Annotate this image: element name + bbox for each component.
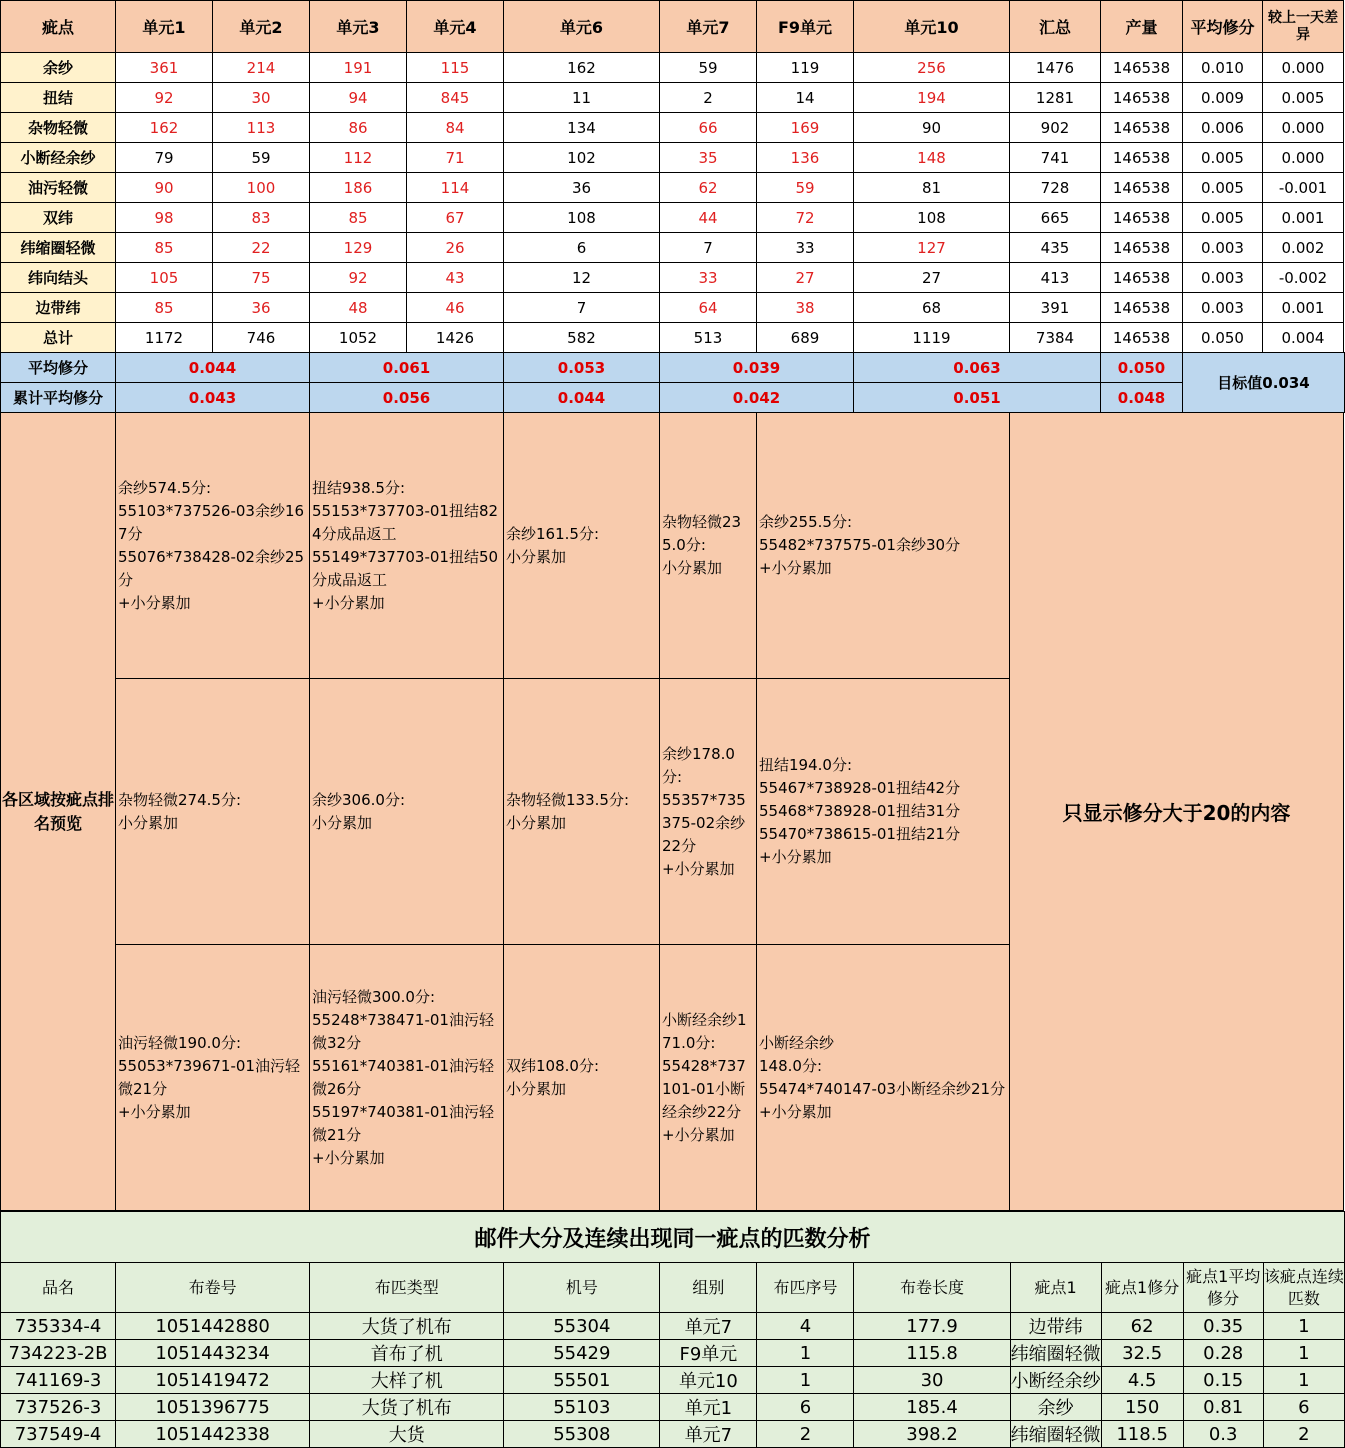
avg-cell[interactable]: 0.005 [1183, 203, 1263, 233]
ranking-cell[interactable]: 油污轻微300.0分: 55248*738471-01油污轻微32分 55161*740381-01油污轻微26分 55197*740381-01油污轻微21分 +小分累加 [310, 945, 504, 1211]
header-unit[interactable]: F9单元 [757, 1, 854, 53]
value-cell[interactable]: 62 [660, 173, 757, 203]
value-cell[interactable]: 1119 [854, 323, 1010, 353]
value-cell[interactable]: 30 [213, 83, 310, 113]
value-cell[interactable]: 94 [310, 83, 407, 113]
value-cell[interactable]: 746 [213, 323, 310, 353]
value-cell[interactable]: 1052 [310, 323, 407, 353]
value-cell[interactable]: 36 [213, 293, 310, 323]
row-label[interactable]: 余纱 [1, 53, 116, 83]
diff-cell[interactable]: 0.000 [1263, 53, 1344, 83]
header-unit[interactable]: 单元6 [504, 1, 660, 53]
mail-row [1, 1340, 1345, 1367]
value-cell[interactable]: 7 [504, 293, 660, 323]
mail-cell[interactable]: 大货了机布 [310, 1394, 504, 1421]
defect-row [1, 263, 1345, 293]
value-cell[interactable]: 85 [116, 233, 213, 263]
mail-cell[interactable]: 大货 [310, 1421, 504, 1448]
value-cell[interactable]: 38 [757, 293, 854, 323]
header-unit[interactable]: 单元3 [310, 1, 407, 53]
value-cell[interactable]: 186 [310, 173, 407, 203]
mail-cell[interactable]: 1051442880 [116, 1313, 310, 1340]
value-cell[interactable]: 191 [310, 53, 407, 83]
mail-cell[interactable]: 4 [757, 1313, 854, 1340]
defect-row [1, 143, 1345, 173]
value-cell[interactable]: 85 [116, 293, 213, 323]
avg-cell[interactable]: 0.005 [1183, 173, 1263, 203]
diff-cell[interactable]: 0.001 [1263, 203, 1344, 233]
mail-cell[interactable]: 2 [757, 1421, 854, 1448]
target-value[interactable]: 目标值0.034 [1183, 353, 1345, 413]
header-defect[interactable]: 疵点 [1, 1, 116, 53]
avg-cell[interactable]: 0.010 [1183, 53, 1263, 83]
mail-cell[interactable]: 0.81 [1183, 1394, 1263, 1421]
mail-cell[interactable]: 55103 [504, 1394, 660, 1421]
mail-cell[interactable]: 单元1 [660, 1394, 757, 1421]
ranking-cell[interactable]: 余纱574.5分: 55103*737526-03余纱167分 55076*738428-02余纱25分 +小分累加 [116, 413, 310, 679]
value-cell[interactable]: 64 [660, 293, 757, 323]
diff-cell[interactable]: 0.005 [1263, 83, 1344, 113]
output-cell[interactable]: 146538 [1101, 113, 1183, 143]
ranking-cell[interactable]: 余纱255.5分: 55482*737575-01余纱30分 +小分累加 [757, 413, 1010, 679]
mail-cell[interactable]: 纬缩圈轻微 [1010, 1340, 1101, 1367]
avg-cell[interactable]: 0.050 [1183, 323, 1263, 353]
mail-cell[interactable]: 0.35 [1183, 1313, 1263, 1340]
value-cell[interactable]: 36 [504, 173, 660, 203]
defect-row [1, 203, 1345, 233]
avg-cell[interactable]: 0.003 [1183, 263, 1263, 293]
mail-cell[interactable]: 1 [1263, 1313, 1344, 1340]
mail-cell[interactable]: 单元10 [660, 1367, 757, 1394]
value-cell[interactable]: 46 [407, 293, 504, 323]
mail-cell[interactable]: 1 [1263, 1367, 1344, 1394]
mail-row [1, 1313, 1345, 1340]
mail-cell[interactable]: 1051443234 [116, 1340, 310, 1367]
mail-cell[interactable]: 单元7 [660, 1421, 757, 1448]
value-cell[interactable]: 85 [310, 203, 407, 233]
mail-row [1, 1421, 1345, 1448]
mail-title: 邮件大分及连续出现同一疵点的匹数分析 [1, 1212, 1345, 1263]
header-unit[interactable]: 单元1 [116, 1, 213, 53]
mail-cell[interactable]: 55429 [504, 1340, 660, 1367]
mail-title-row [1, 1212, 1345, 1263]
ranking-cell[interactable]: 扭结938.5分: 55153*737703-01扭结824分成品返工 55149*737703-01扭结50分成品返工 +小分累加 [310, 413, 504, 679]
output-cell[interactable]: 146538 [1101, 203, 1183, 233]
value-cell[interactable]: 102 [504, 143, 660, 173]
ranking-cell[interactable]: 扭结194.0分: 55467*738928-01扭结42分 55468*738928-01扭结31分 55470*738615-01扭结21分 +小分累加 [757, 679, 1010, 945]
ranking-cell[interactable]: 余纱161.5分: 小分累加 [504, 413, 660, 679]
mail-header-cell[interactable]: 该疵点连续匹数 [1263, 1263, 1344, 1313]
diff-cell[interactable]: 0.001 [1263, 293, 1344, 323]
diff-cell[interactable]: 0.000 [1263, 113, 1344, 143]
mail-cell[interactable]: 首布了机 [310, 1340, 504, 1367]
value-cell[interactable]: 27 [854, 263, 1010, 293]
value-cell[interactable]: 214 [213, 53, 310, 83]
mail-header-cell[interactable]: 疵点1修分 [1101, 1263, 1183, 1313]
value-cell[interactable]: 361 [116, 53, 213, 83]
value-cell[interactable]: 6 [504, 233, 660, 263]
value-cell[interactable]: 115 [407, 53, 504, 83]
value-cell[interactable]: 119 [757, 53, 854, 83]
output-cell[interactable]: 146538 [1101, 53, 1183, 83]
total-cell[interactable]: 413 [1010, 263, 1101, 293]
value-cell[interactable]: 169 [757, 113, 854, 143]
average-cell[interactable]: 0.044 [116, 353, 310, 383]
ranking-note[interactable]: 只显示修分大于20的内容 [1010, 413, 1344, 1211]
value-cell[interactable]: 129 [310, 233, 407, 263]
value-cell[interactable]: 83 [213, 203, 310, 233]
cumulative-average-row [1, 383, 1345, 413]
value-cell[interactable]: 92 [310, 263, 407, 293]
avg-cell[interactable]: 0.003 [1183, 233, 1263, 263]
value-cell[interactable]: 105 [116, 263, 213, 293]
mail-cell[interactable]: 1051396775 [116, 1394, 310, 1421]
value-cell[interactable]: 98 [116, 203, 213, 233]
value-cell[interactable]: 1172 [116, 323, 213, 353]
total-cell[interactable]: 665 [1010, 203, 1101, 233]
row-label[interactable]: 扭结 [1, 83, 116, 113]
total-cell[interactable]: 728 [1010, 173, 1101, 203]
value-cell[interactable]: 136 [757, 143, 854, 173]
average-cell[interactable]: 0.061 [310, 353, 504, 383]
average-cell[interactable]: 0.050 [1101, 353, 1183, 383]
mail-cell[interactable]: 62 [1101, 1313, 1183, 1340]
mail-cell[interactable]: 6 [757, 1394, 854, 1421]
output-cell[interactable]: 146538 [1101, 173, 1183, 203]
value-cell[interactable]: 134 [504, 113, 660, 143]
mail-cell[interactable]: 55304 [504, 1313, 660, 1340]
header-row [1, 1, 1345, 53]
header-avg[interactable]: 平均修分 [1183, 1, 1263, 53]
value-cell[interactable]: 72 [757, 203, 854, 233]
value-cell[interactable]: 114 [407, 173, 504, 203]
value-cell[interactable]: 108 [504, 203, 660, 233]
row-label[interactable]: 杂物轻微 [1, 113, 116, 143]
mail-cell[interactable]: 185.4 [854, 1394, 1010, 1421]
mail-cell[interactable]: 纬缩圈轻微 [1010, 1421, 1101, 1448]
mail-row [1, 1367, 1345, 1394]
mail-cell[interactable]: 小断经余纱 [1010, 1367, 1101, 1394]
value-cell[interactable]: 689 [757, 323, 854, 353]
value-cell[interactable]: 33 [660, 263, 757, 293]
value-cell[interactable]: 48 [310, 293, 407, 323]
value-cell[interactable]: 845 [407, 83, 504, 113]
total-cell[interactable]: 391 [1010, 293, 1101, 323]
output-cell[interactable]: 146538 [1101, 233, 1183, 263]
header-unit[interactable]: 单元10 [854, 1, 1010, 53]
mail-header-cell[interactable]: 品名 [1, 1263, 116, 1313]
value-cell[interactable]: 256 [854, 53, 1010, 83]
row-label[interactable]: 平均修分 [1, 353, 116, 383]
value-cell[interactable]: 22 [213, 233, 310, 263]
mail-cell[interactable]: 737549-4 [1, 1421, 116, 1448]
average-cell[interactable]: 0.053 [504, 353, 660, 383]
total-cell[interactable]: 902 [1010, 113, 1101, 143]
ranking-cell[interactable]: 杂物轻微274.5分: 小分累加 [116, 679, 310, 945]
ranking-cell[interactable]: 余纱306.0分: 小分累加 [310, 679, 504, 945]
mail-header-cell[interactable]: 疵点1 [1010, 1263, 1101, 1313]
average-cell[interactable]: 0.039 [660, 353, 854, 383]
ranking-cell[interactable]: 杂物轻微235.0分: 小分累加 [660, 413, 757, 679]
avg-cell[interactable]: 0.003 [1183, 293, 1263, 323]
defect-row [1, 323, 1345, 353]
average-cell[interactable]: 0.042 [660, 383, 854, 413]
mail-cell[interactable]: 734223-2B [1, 1340, 116, 1367]
value-cell[interactable]: 71 [407, 143, 504, 173]
ranking-label[interactable]: 各区域按疵点排名预览 [1, 413, 116, 1211]
value-cell[interactable]: 108 [854, 203, 1010, 233]
mail-header-cell[interactable]: 布卷长度 [854, 1263, 1010, 1313]
value-cell[interactable]: 582 [504, 323, 660, 353]
total-cell[interactable]: 1476 [1010, 53, 1101, 83]
mail-cell[interactable]: 0.15 [1183, 1367, 1263, 1394]
mail-cell[interactable]: 1 [1263, 1340, 1344, 1367]
diff-cell[interactable]: 0.004 [1263, 323, 1344, 353]
diff-cell[interactable]: -0.002 [1263, 263, 1344, 293]
value-cell[interactable]: 75 [213, 263, 310, 293]
row-label[interactable]: 边带纬 [1, 293, 116, 323]
value-cell[interactable]: 1426 [407, 323, 504, 353]
output-cell[interactable]: 146538 [1101, 263, 1183, 293]
mail-cell[interactable]: 737526-3 [1, 1394, 116, 1421]
ranking-cell[interactable]: 余纱178.0分: 55357*735375-02余纱22分 +小分累加 [660, 679, 757, 945]
mail-cell[interactable]: 6 [1263, 1394, 1344, 1421]
value-cell[interactable]: 43 [407, 263, 504, 293]
mail-cell[interactable]: 4.5 [1101, 1367, 1183, 1394]
mail-cell[interactable]: 大样了机 [310, 1367, 504, 1394]
diff-cell[interactable]: -0.001 [1263, 173, 1344, 203]
header-unit[interactable]: 单元7 [660, 1, 757, 53]
value-cell[interactable]: 12 [504, 263, 660, 293]
value-cell[interactable]: 84 [407, 113, 504, 143]
value-cell[interactable]: 33 [757, 233, 854, 263]
header-total[interactable]: 汇总 [1010, 1, 1101, 53]
mail-cell[interactable]: 大货了机布 [310, 1313, 504, 1340]
value-cell[interactable]: 14 [757, 83, 854, 113]
mail-header-cell[interactable]: 机号 [504, 1263, 660, 1313]
defect-row [1, 293, 1345, 323]
row-label[interactable]: 纬向结头 [1, 263, 116, 293]
total-cell[interactable]: 1281 [1010, 83, 1101, 113]
row-label[interactable]: 双纬 [1, 203, 116, 233]
avg-cell[interactable]: 0.009 [1183, 83, 1263, 113]
mail-cell[interactable]: F9单元 [660, 1340, 757, 1367]
header-unit[interactable]: 单元2 [213, 1, 310, 53]
mail-cell[interactable]: 1051419472 [116, 1367, 310, 1394]
ranking-row [1, 413, 1345, 679]
average-cell[interactable]: 0.044 [504, 383, 660, 413]
mail-cell[interactable]: 55501 [504, 1367, 660, 1394]
mail-cell[interactable]: 150 [1101, 1394, 1183, 1421]
ranking-cell[interactable]: 小断经余纱 148.0分: 55474*740147-03小断经余纱21分 +小分累加 [757, 945, 1010, 1211]
mail-cell[interactable]: 398.2 [854, 1421, 1010, 1448]
mail-cell[interactable]: 177.9 [854, 1313, 1010, 1340]
mail-cell[interactable]: 1 [757, 1367, 854, 1394]
mail-cell[interactable]: 单元7 [660, 1313, 757, 1340]
value-cell[interactable]: 79 [116, 143, 213, 173]
mail-cell[interactable]: 2 [1263, 1421, 1344, 1448]
defect-row [1, 173, 1345, 203]
average-cell[interactable]: 0.056 [310, 383, 504, 413]
average-cell[interactable]: 0.048 [1101, 383, 1183, 413]
defect-row [1, 113, 1345, 143]
value-cell[interactable]: 194 [854, 83, 1010, 113]
row-label[interactable]: 累计平均修分 [1, 383, 116, 413]
output-cell[interactable]: 146538 [1101, 323, 1183, 353]
mail-row [1, 1394, 1345, 1421]
total-cell[interactable]: 7384 [1010, 323, 1101, 353]
value-cell[interactable]: 11 [504, 83, 660, 113]
mail-cell[interactable]: 余纱 [1010, 1394, 1101, 1421]
row-label[interactable]: 油污轻微 [1, 173, 116, 203]
output-cell[interactable]: 146538 [1101, 143, 1183, 173]
header-unit[interactable]: 单元4 [407, 1, 504, 53]
avg-cell[interactable]: 0.006 [1183, 113, 1263, 143]
value-cell[interactable]: 67 [407, 203, 504, 233]
value-cell[interactable]: 35 [660, 143, 757, 173]
average-cell[interactable]: 0.051 [854, 383, 1101, 413]
value-cell[interactable]: 26 [407, 233, 504, 263]
ranking-cell[interactable]: 双纬108.0分: 小分累加 [504, 945, 660, 1211]
output-cell[interactable]: 146538 [1101, 293, 1183, 323]
mail-cell[interactable]: 30 [854, 1367, 1010, 1394]
mail-cell[interactable]: 边带纬 [1010, 1313, 1101, 1340]
row-label[interactable]: 小断经余纱 [1, 143, 116, 173]
header-output[interactable]: 产量 [1101, 1, 1183, 53]
mail-header-row [1, 1263, 1345, 1313]
value-cell[interactable]: 59 [213, 143, 310, 173]
mail-cell[interactable]: 0.3 [1183, 1421, 1263, 1448]
value-cell[interactable]: 90 [116, 173, 213, 203]
value-cell[interactable]: 66 [660, 113, 757, 143]
value-cell[interactable]: 90 [854, 113, 1010, 143]
header-diff[interactable]: 较上一天差异 [1263, 1, 1344, 53]
mail-header-cell[interactable]: 布卷号 [116, 1263, 310, 1313]
avg-cell[interactable]: 0.005 [1183, 143, 1263, 173]
value-cell[interactable]: 162 [116, 113, 213, 143]
mail-cell[interactable]: 741169-3 [1, 1367, 116, 1394]
mail-cell[interactable]: 55308 [504, 1421, 660, 1448]
value-cell[interactable]: 127 [854, 233, 1010, 263]
average-score-row [1, 353, 1345, 383]
mail-cell[interactable]: 32.5 [1101, 1340, 1183, 1367]
value-cell[interactable]: 112 [310, 143, 407, 173]
value-cell[interactable]: 2 [660, 83, 757, 113]
defect-row [1, 53, 1345, 83]
mail-header-cell[interactable]: 组别 [660, 1263, 757, 1313]
output-cell[interactable]: 146538 [1101, 83, 1183, 113]
mail-cell[interactable]: 735334-4 [1, 1313, 116, 1340]
value-cell[interactable]: 44 [660, 203, 757, 233]
mail-header-cell[interactable]: 布匹类型 [310, 1263, 504, 1313]
total-cell[interactable]: 435 [1010, 233, 1101, 263]
mail-cell[interactable]: 0.28 [1183, 1340, 1263, 1367]
value-cell[interactable]: 92 [116, 83, 213, 113]
diff-cell[interactable]: 0.000 [1263, 143, 1344, 173]
mail-analysis-table [0, 1211, 1345, 1448]
value-cell[interactable]: 27 [757, 263, 854, 293]
defect-row [1, 83, 1345, 113]
value-cell[interactable]: 59 [660, 53, 757, 83]
value-cell[interactable]: 513 [660, 323, 757, 353]
mail-cell[interactable]: 1051442338 [116, 1421, 310, 1448]
diff-cell[interactable]: 0.002 [1263, 233, 1344, 263]
mail-cell[interactable]: 115.8 [854, 1340, 1010, 1367]
mail-cell[interactable]: 1 [757, 1340, 854, 1367]
value-cell[interactable]: 162 [504, 53, 660, 83]
value-cell[interactable]: 113 [213, 113, 310, 143]
mail-header-cell[interactable]: 疵点1平均修分 [1183, 1263, 1263, 1313]
value-cell[interactable]: 7 [660, 233, 757, 263]
value-cell[interactable]: 59 [757, 173, 854, 203]
ranking-cell[interactable]: 油污轻微190.0分: 55053*739671-01油污轻微21分 +小分累加 [116, 945, 310, 1211]
row-label[interactable]: 纬缩圈轻微 [1, 233, 116, 263]
row-label[interactable]: 总计 [1, 323, 116, 353]
value-cell[interactable]: 100 [213, 173, 310, 203]
average-cell[interactable]: 0.063 [854, 353, 1101, 383]
ranking-cell[interactable]: 小断经余纱171.0分: 55428*737101-01小断经余纱22分 +小分累加 [660, 945, 757, 1211]
value-cell[interactable]: 86 [310, 113, 407, 143]
defect-row [1, 233, 1345, 263]
value-cell[interactable]: 81 [854, 173, 1010, 203]
mail-cell[interactable]: 118.5 [1101, 1421, 1183, 1448]
value-cell[interactable]: 68 [854, 293, 1010, 323]
value-cell[interactable]: 148 [854, 143, 1010, 173]
mail-header-cell[interactable]: 布匹序号 [757, 1263, 854, 1313]
average-cell[interactable]: 0.043 [116, 383, 310, 413]
ranking-cell[interactable]: 杂物轻微133.5分: 小分累加 [504, 679, 660, 945]
total-cell[interactable]: 741 [1010, 143, 1101, 173]
